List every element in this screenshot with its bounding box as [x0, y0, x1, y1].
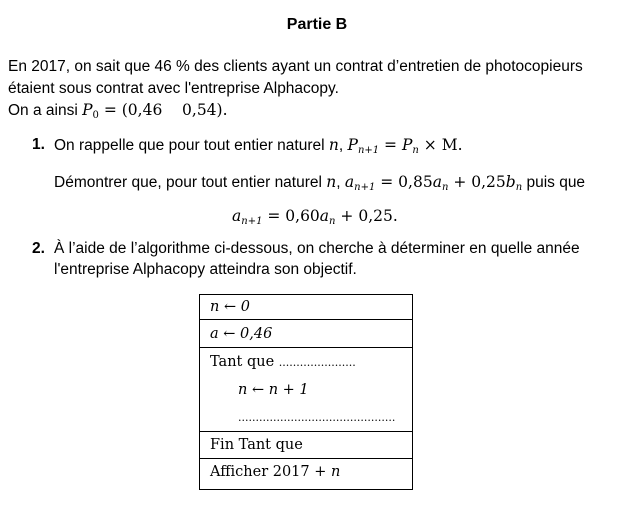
algo-divider: [200, 431, 412, 432]
result-an: a: [319, 207, 330, 225]
algo-display-n: n: [331, 464, 341, 480]
question-1-rappel: On rappelle que pour tout entier naturel n, $P_{n+1} = P_n \times M$.: [54, 136, 463, 156]
demo-bn-index: n: [515, 182, 523, 193]
demo-tail: puis que: [526, 174, 586, 191]
algo-row-5: Fin Tant que: [210, 437, 303, 453]
algorithm-box: [199, 294, 413, 490]
intro-line-2: étaient sous contrat avec l'entreprise Alphacopy.: [8, 80, 339, 97]
question-2-line-1: À l’aide de l’algorithme ci-dessous, on cherche à déterminer en quelle année: [54, 240, 580, 257]
rappel-lhs: P: [347, 136, 358, 154]
result-a: a: [232, 207, 242, 225]
question-2-line-2: l'entreprise Alphacopy atteindra son objectif.: [54, 261, 357, 278]
demo-eq: = 0,85: [375, 173, 433, 191]
algo-divider: [200, 347, 412, 348]
algo-row-1: a ← 0,46: [210, 326, 273, 342]
algo-while-dots: ......................: [278, 356, 356, 369]
result-a-index: n+1: [241, 216, 263, 227]
algo-row-increment: [238, 382, 309, 398]
demo-text: Démontrer que, pour tout entier naturel: [54, 174, 322, 191]
p0-value: = (0,46 0,54).: [98, 101, 228, 119]
rappel-n: n: [328, 136, 339, 154]
rappel-rhs-index: n: [412, 145, 419, 156]
result-tail: + 0,25.: [335, 207, 398, 225]
algo-blank-dots: .............................................: [238, 411, 396, 424]
demo-a-index: n+1: [354, 182, 376, 193]
demo-an: a: [432, 173, 442, 191]
intro-line-1: En 2017, on sait que 46 % des clients ayant un contrat d’entretien de photocopieurs: [8, 58, 583, 75]
question-2-number: 2.: [32, 240, 45, 257]
result-eq: = 0,60: [262, 207, 320, 225]
demo-bn: b: [505, 173, 516, 191]
algo-row-while: [210, 354, 356, 370]
intro-line-3-prefix: On a ainsi: [8, 102, 78, 119]
question-1-demo: Démontrer que, pour tout entier naturel n, $a_{n+1} = 0,85a_n + 0,25b_n$ puis que: [54, 173, 586, 193]
rappel-lhs-index: n+1: [357, 145, 380, 156]
rappel-rhs: P: [401, 136, 413, 154]
algo-row-init-n: [210, 299, 250, 315]
question-1-number: 1.: [32, 136, 45, 153]
p0-symbol: P: [82, 101, 93, 119]
rappel-eq: =: [379, 136, 402, 154]
algo-divider: [200, 458, 412, 459]
rappel-text: On rappelle que pour tout entier naturel: [54, 137, 325, 154]
section-heading: Partie B: [286, 16, 348, 33]
algo-divider: [200, 319, 412, 320]
algo-row-6: Afficher 2017 + n: [210, 464, 341, 480]
demo-n: n: [326, 173, 337, 191]
algo-row-init-a: [210, 326, 272, 342]
demo-plus: + 0,25: [448, 173, 506, 191]
algo-row-display: [210, 464, 340, 480]
p0-index: 0: [92, 110, 99, 121]
algo-row-blank: [238, 409, 395, 425]
intro-line-3: [8, 101, 228, 121]
result-an-index: n: [329, 216, 336, 227]
question-1-result: [232, 207, 398, 227]
algo-row-0: n ← 0: [210, 299, 250, 315]
algo-row-2: Tant que: [210, 354, 275, 370]
algo-row-3: n ← n + 1: [238, 382, 309, 398]
rappel-tail: × M.: [418, 136, 463, 154]
algo-row-end-while: [210, 437, 303, 453]
demo-a: a: [344, 173, 355, 191]
demo-an-index: n: [441, 182, 449, 193]
